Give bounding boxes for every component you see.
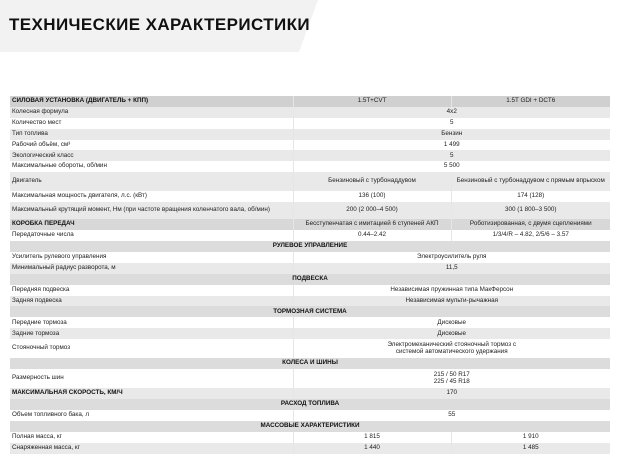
section-header [10,399,610,410]
row-label: СИЛОВАЯ УСТАНОВКА (ДВИГАТЕЛЬ + КПП) [10,96,293,107]
table-row [10,339,610,358]
table-row [10,161,610,172]
row-label: МАКСИМАЛЬНАЯ СКОРОСТЬ, КМ/Ч [10,388,293,399]
section-title: РАСХОД ТОПЛИВА [10,399,610,410]
row-label: Рабочий объём, см³ [10,140,293,151]
section-header [10,241,610,252]
row-label: Экологический класс [10,150,293,161]
section-header [10,421,610,432]
row-value: Бензин [293,129,610,140]
row-value: 1 499 [293,140,610,151]
row-label: Задние тормоза [10,328,293,339]
row-value: 170 [293,388,610,399]
spec-table [10,96,610,454]
row-value: 5 [293,150,610,161]
variant-b-value: 174 (128) [451,191,610,202]
variant-a-value: Бензиновый с турбонаддувом [293,172,451,191]
table-row [10,285,610,296]
row-label: Размерность шин [10,369,293,388]
section-header [10,274,610,285]
row-value: Независимая мульти-рычажная [293,296,610,307]
variant-b-value: Роботизированная, с двумя сцеплениями [451,219,610,230]
table-row [10,252,610,263]
row-value [293,339,610,358]
table-row [10,219,610,230]
row-value: 5 500 [293,161,610,172]
table-row [10,443,610,454]
table-row [10,107,610,118]
row-label: Полная масса, кг [10,432,293,443]
row-label: Максимальные обороты, об/мин [10,161,293,172]
row-label: Снаряженная масса, кг [10,443,293,454]
row-label: Двигатель [10,172,293,191]
row-label: Усилитель рулевого управления [10,252,293,263]
table-row [10,410,610,421]
variant-a-value: 1 440 [293,443,451,454]
variant-b-value: 1/3/4/R – 4.82, 2/5/6 – 3.57 [451,230,610,241]
row-value: 5 [293,118,610,129]
section-title: ТОРМОЗНАЯ СИСТЕМА [10,306,610,317]
row-label: Колесная формула [10,107,293,118]
page-title: ТЕХНИЧЕСКИЕ ХАРАКТЕРИСТИКИ [9,15,311,34]
table-row [10,296,610,307]
row-label: Максимальный крутящий момент, Нм (при частоте вращения коленчатого вала, об/мин) [10,202,293,219]
row-value: 215 / 50 R17 225 / 45 R18 [293,369,610,388]
row-value: Дисковые [293,317,610,328]
table-row [10,317,610,328]
table-row [10,150,610,161]
variant-a-value: 136 (100) [293,191,451,202]
table-row [10,96,610,107]
variant-a-header: 1.5T+CVT [293,96,451,107]
variant-a-value: 0.44–2.42 [293,230,451,241]
row-label: КОРОБКА ПЕРЕДАЧ [10,219,293,230]
section-header [10,358,610,369]
row-label: Задняя подвеска [10,296,293,307]
table-row [10,129,610,140]
table-row [10,369,610,388]
table-row [10,118,610,129]
row-value: 11,5 [293,263,610,274]
row-value: 4x2 [293,107,610,118]
section-header [10,306,610,317]
table-row [10,202,610,219]
table-row [10,230,610,241]
row-value: Независимая пружинная типа МакФерсон [293,285,610,296]
section-title: РУЛЕВОЕ УПРАВЛЕНИЕ [10,241,610,252]
table-row [10,172,610,191]
row-value: Дисковые [293,328,610,339]
variant-b-value: 1 485 [451,443,610,454]
row-label: Максимальная мощность двигателя, л.с. (кВт) [10,191,293,202]
variant-b-header: 1.5T GDI + DCT6 [451,96,610,107]
park-brake-value: Электромеханический стояночный тормоз с системой автоматического удержания [387,341,517,355]
table-row [10,140,610,151]
table-row [10,328,610,339]
variant-b-value: 300 (1 800–3 500) [451,202,610,219]
row-label: Объем топливного бака, л [10,410,293,421]
variant-b-value: Бензиновый с турбонаддувом с прямым впрыском [451,172,610,191]
section-title: КОЛЕСА И ШИНЫ [10,358,610,369]
table-row [10,191,610,202]
variant-a-value: Бесступенчатая с имитацией 6 ступеней АКП [293,219,451,230]
row-value: Электроусилитель руля [293,252,610,263]
row-label: Минимальный радиус разворота, м [10,263,293,274]
row-label: Передаточные числа [10,230,293,241]
row-value: 55 [293,410,610,421]
section-title: МАССОВЫЕ ХАРАКТЕРИСТИКИ [10,421,610,432]
row-label: Передние тормоза [10,317,293,328]
section-title: ПОДВЕСКА [10,274,610,285]
variant-a-value: 1 815 [293,432,451,443]
row-label: Тип топлива [10,129,293,140]
row-label: Стояночный тормоз [10,339,293,358]
table-row [10,263,610,274]
variant-a-value: 200 (2 000–4 500) [293,202,451,219]
variant-b-value: 1 910 [451,432,610,443]
row-label: Передняя подвеска [10,285,293,296]
table-row [10,388,610,399]
row-label: Количество мест [10,118,293,129]
